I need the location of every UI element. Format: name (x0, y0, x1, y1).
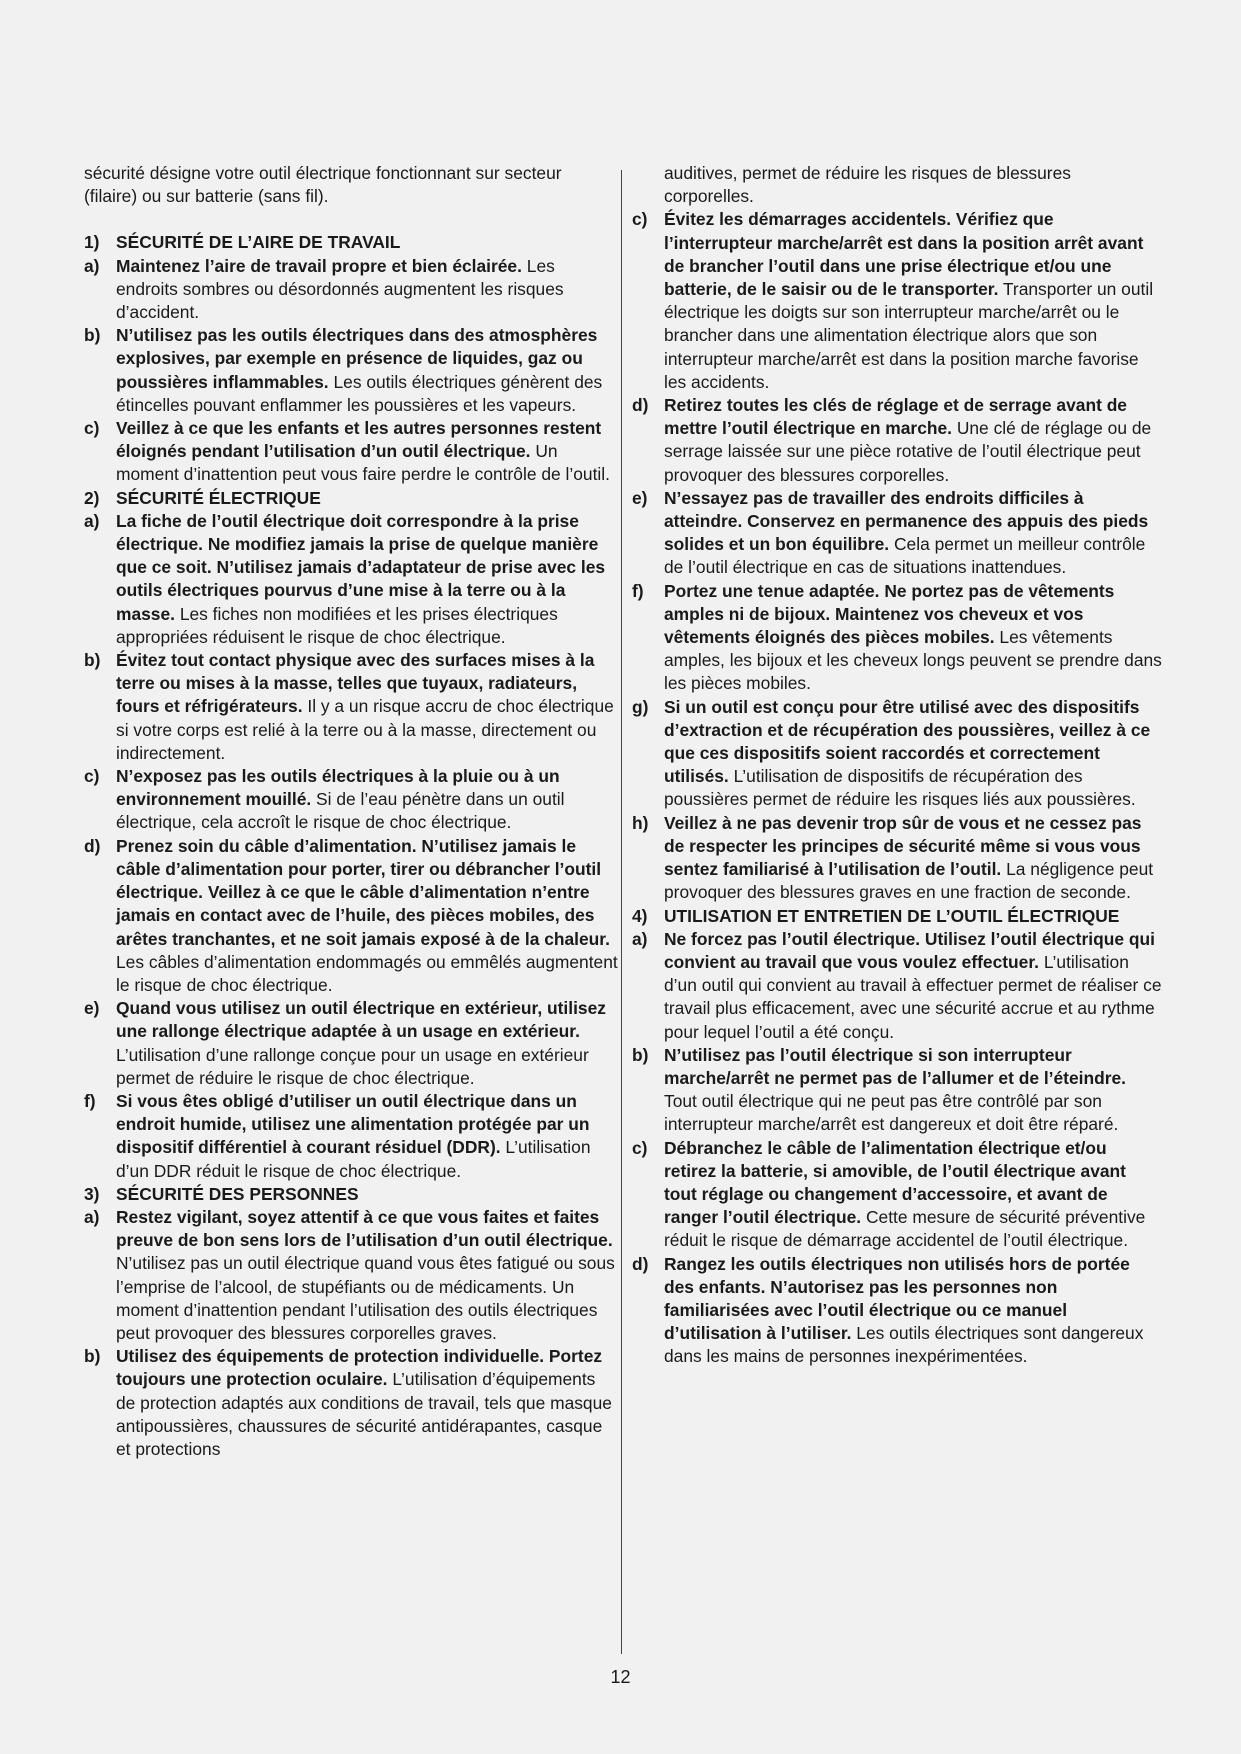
list-item: a) Maintenez l’aire de travail propre et bien éclairée. Les endroits sombres ou désordonnés augmentent les risques d’accident. (84, 255, 564, 323)
list-item: b) N’utilisez pas l’outil électrique si son interrupteur marche/arrêt ne permet pas de l’allumer et de l’éteindre. Tout outil électrique qui ne peut pas être contrôlé par son interrupteur marche/arrêt est dangereux et doit être réparé. (632, 1044, 1126, 1135)
list-item: a) Restez vigilant, soyez attentif à ce que vous faites et faites preuve de bon sens lors de l’utilisation d’un outil électrique. N’utilisez pas un outil électrique quand vous êtes fatigué ou sous l’emprise de l’alcool, de stupéfiants ou de médicaments. Un moment d’inattention pendant l’utilisation des outils électriques peut provoquer des blessures corporelles graves. (84, 1206, 615, 1343)
section-heading: 1) SÉCURITÉ DE L’AIRE DE TRAVAIL (84, 232, 401, 253)
list-item: c) N’exposez pas les outils électriques à la pluie ou à un environnement mouillé. Si de l’eau pénètre dans un outil électrique, cela accroît le risque de choc électrique. (84, 766, 565, 833)
list-item: c) Débranchez le câble de l’alimentation électrique et/ou retirez la batterie, si amovible, de l’outil électrique avant tout réglage ou changement d’accessoire, et avant de ranger l’outil électrique. Cette mesure de sécurité préventive réduit le risque de démarrage accidentel de l’outil électrique. (632, 1137, 1146, 1251)
list-item: a) La fiche de l’outil électrique doit correspondre à la prise électrique. Ne modifiez jamais la prise de quelque manière que ce soit. N’utilisez jamais d’adaptateur de prise avec les outils électriques pourvus d’une mise à la terre ou à la masse. Les fiches non modifiées et les prises électriques appropriées réduisent le risque de choc électrique. (84, 510, 606, 647)
continuation-text: auditives, permet de réduire les risques de blessures corporelles. (664, 163, 1071, 207)
list-item: d) Retirez toutes les clés de réglage et de serrage avant de mettre l’outil électrique en marche. Une clé de réglage ou de serrage laissée sur une pièce rotative de l’outil électrique peut provoquer des blessures corporelles. (632, 395, 1152, 485)
list-item: c) Évitez les démarrages accidentels. Vérifiez que l’interrupteur marche/arrêt est dans la position arrêt avant de brancher l’outil dans une prise électrique et/ou une batterie, de le saisir ou de le transporter. Transporter un outil électrique les doigts sur son interrupteur marche/arrêt ou le brancher dans une alimentation électrique alors que son interrupteur marche/arrêt est dans la position marche favorise les accidents. (632, 209, 1154, 392)
left-column (84, 162, 619, 1461)
section-heading: 4) UTILISATION ET ENTRETIEN DE L’OUTIL ÉLECTRIQUE (632, 905, 1120, 926)
list-item: h) Veillez à ne pas devenir trop sûr de vous et ne cessez pas de respecter les principes de sécurité même si vous vous sentez familiarisé à l’utilisation de l’outil. La négligence peut provoquer des blessures graves en une fraction de seconde. (632, 812, 1154, 903)
list-item: c) Veillez à ce que les enfants et les autres personnes restent éloignés pendant l’utilisation d’un outil électrique. Un moment d’inattention peut vous faire perdre le contrôle de l’outil. (84, 418, 610, 485)
list-item: b) Utilisez des équipements de protection individuelle. Portez toujours une protection oculaire. L’utilisation d’équipements de protection adaptés aux conditions de travail, tels que masque antipoussières, chaussures de sécurité antidérapantes, casque et protections (84, 1346, 612, 1459)
list-item: e) Quand vous utilisez un outil électrique en extérieur, utilisez une rallonge électrique adaptée à un usage en extérieur. L’utilisation d’une rallonge conçue pour un usage en extérieur permet de réduire le risque de choc électrique. (84, 998, 606, 1088)
column-divider (621, 170, 622, 1654)
intro-paragraph: sécurité désigne votre outil électrique fonctionnant sur secteur (filaire) ou sur batterie (sans fil). (84, 163, 562, 207)
list-item: g) Si un outil est conçu pour être utilisé avec des dispositifs d’extraction et de récupération des poussières, veillez à ce que ces dispositifs soient raccordés et correctement utilisés. L’utilisation de dispositifs de récupération des poussières permet de réduire les risques liés aux poussières. (632, 696, 1151, 810)
section-heading: 2) SÉCURITÉ ÉLECTRIQUE (84, 487, 321, 508)
right-column (632, 162, 1162, 1369)
list-item: d) Rangez les outils électriques non utilisés hors de portée des enfants. N’autorisez pas les personnes non familiarisées avec l’outil électrique ou ce manuel d’utilisation à l’utiliser. Les outils électriques sont dangereux dans les mains de personnes inexpérimentées. (632, 1253, 1144, 1367)
list-item: f) Si vous êtes obligé d’utiliser un outil électrique dans un endroit humide, utilisez une alimentation protégée par un dispositif différentiel à courant résiduel (DDR). L’utilisation d’un DDR réduit le risque de choc électrique. (84, 1090, 591, 1181)
section-heading: 3) SÉCURITÉ DES PERSONNES (84, 1183, 359, 1204)
page-number: 12 (610, 1667, 631, 1687)
list-item: a) Ne forcez pas l’outil électrique. Utilisez l’outil électrique qui convient au travail que vous voulez effectuer. L’utilisation d’un outil qui convient au travail à effectuer permet de réaliser ce travail plus efficacement, avec une sécurité accrue et au rythme pour lequel l’outil a été conçu. (632, 928, 1162, 1042)
list-item: f) Portez une tenue adaptée. Ne portez pas de vêtements amples ni de bijoux. Maintenez vos cheveux et vos vêtements éloignés des pièces mobiles. Les vêtements amples, les bijoux et les cheveux longs peuvent se prendre dans les pièces mobiles. (632, 580, 1162, 694)
list-item: e) N’essayez pas de travailler des endroits difficiles à atteindre. Conservez en permanence des appuis des pieds solides et un bon équilibre. Cela permet un meilleur contrôle de l’outil électrique en cas de situations inattendues. (632, 487, 1149, 578)
list-item: d) Prenez soin du câble d’alimentation. N’utilisez jamais le câble d’alimentation pour porter, tirer ou débrancher l’outil électrique. Veillez à ce que le câble d’alimentation n’entre jamais en contact avec de l’huile, des pièces mobiles, des arêtes tranchantes, et ne soit jamais exposé à de la chaleur. Les câbles d’alimentation endommagés ou emmêlés augmentent le risque de choc électrique. (84, 835, 618, 995)
list-item: b) N’utilisez pas les outils électriques dans des atmosphères explosives, par exemple en présence de liquides, gaz ou poussières inflammables. Les outils électriques génèrent des étincelles pouvant enflammer les poussières et les vapeurs. (84, 325, 603, 415)
list-item: b) Évitez tout contact physique avec des surfaces mises à la terre ou mises à la masse, telles que tuyaux, radiateurs, fours et réfrigérateurs. Il y a un risque accru de choc électrique si votre corps est relié à la terre ou à la masse, directement ou indirectement. (84, 650, 614, 763)
